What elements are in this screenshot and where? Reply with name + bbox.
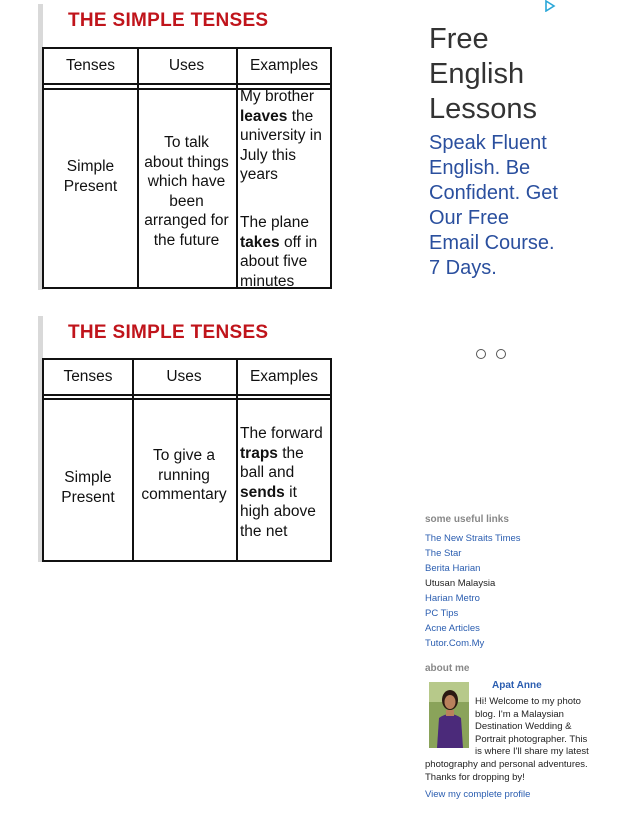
tense-cell bbox=[44, 468, 132, 507]
example-line: The plane bbox=[240, 214, 309, 231]
tense-line: Simple bbox=[64, 469, 112, 486]
tense-image-2 bbox=[38, 316, 332, 562]
use-line: commentary bbox=[141, 486, 227, 503]
use-line: running bbox=[158, 466, 210, 484]
links-list bbox=[425, 531, 615, 651]
image-title: THE SIMPLE TENSES bbox=[68, 322, 269, 343]
header-tenses: Tenses bbox=[63, 368, 113, 385]
pagination-dot[interactable] bbox=[476, 349, 486, 359]
emphasis-verb: traps bbox=[240, 444, 278, 462]
about-line: photography and personal adventures. bbox=[425, 758, 588, 770]
example-line: university in bbox=[240, 127, 322, 144]
column-divider bbox=[236, 49, 238, 287]
example-line bbox=[240, 444, 334, 464]
about-line: Thanks for dropping by! bbox=[425, 771, 525, 783]
about-heading: about me bbox=[425, 663, 470, 674]
ad-body[interactable]: Speak Fluent English. Be Confident. Get Our Free Email Course. 7 Days. bbox=[429, 132, 558, 279]
emphasis-verb: takes bbox=[240, 233, 280, 251]
use-line: which have bbox=[147, 173, 226, 190]
example-word: the bbox=[282, 444, 304, 462]
example-line: about five bbox=[240, 253, 308, 270]
tense-image-1 bbox=[38, 4, 332, 290]
pagination-dot[interactable] bbox=[496, 349, 506, 359]
example-word: the bbox=[291, 107, 314, 125]
example-line bbox=[240, 107, 334, 127]
header-uses: Uses bbox=[168, 57, 205, 74]
adchoices-icon[interactable] bbox=[544, 0, 558, 14]
profile-name[interactable]: Apat Anne bbox=[492, 680, 542, 691]
about-line: Destination Wedding & bbox=[475, 721, 572, 733]
example-line: ball and bbox=[240, 464, 295, 481]
emphasis-verb: leaves bbox=[240, 107, 288, 125]
tense-line: Present bbox=[63, 177, 118, 195]
example-line: years bbox=[240, 166, 278, 183]
use-line: been bbox=[169, 192, 204, 210]
example-line: minutes bbox=[240, 272, 295, 290]
example-word: it bbox=[289, 483, 297, 501]
example-cell-2 bbox=[240, 213, 334, 291]
emphasis-verb: sends bbox=[240, 483, 285, 501]
link-the-star[interactable]: The Star bbox=[425, 548, 462, 559]
link-acne-articles[interactable]: Acne Articles bbox=[425, 623, 480, 634]
use-line: To give a bbox=[152, 447, 216, 464]
about-line: is where I'll share my latest bbox=[475, 746, 589, 758]
example-cell-1 bbox=[240, 87, 334, 185]
tense-cell bbox=[44, 157, 137, 196]
about-line: blog. I'm a Malaysian bbox=[475, 708, 564, 720]
example-line bbox=[240, 483, 334, 503]
sidebar bbox=[425, 514, 615, 800]
row-gap bbox=[44, 398, 330, 400]
about-line: Portrait photographer. This bbox=[475, 733, 588, 745]
use-line: To talk bbox=[164, 134, 209, 151]
link-pc-tips[interactable]: PC Tips bbox=[425, 608, 459, 619]
image-title: THE SIMPLE TENSES bbox=[68, 10, 269, 31]
example-line: July this bbox=[240, 146, 296, 164]
use-line: about things bbox=[144, 153, 229, 171]
tense-table bbox=[42, 47, 332, 289]
ad-box[interactable] bbox=[429, 22, 559, 281]
header-examples: Examples bbox=[249, 57, 319, 74]
use-cell bbox=[132, 446, 236, 505]
header-uses: Uses bbox=[166, 368, 202, 385]
ad-title[interactable]: Free English Lessons bbox=[429, 23, 538, 125]
example-line: My brother bbox=[240, 88, 315, 105]
use-line: the future bbox=[153, 231, 220, 249]
link-new-straits-times[interactable]: The New Straits Times bbox=[425, 533, 521, 544]
example-line: high above bbox=[240, 503, 316, 520]
link-tutor-com-my[interactable]: Tutor.Com.My bbox=[425, 638, 485, 649]
header-examples: Examples bbox=[249, 368, 319, 385]
view-profile-link[interactable]: View my complete profile bbox=[425, 789, 531, 800]
example-line: The forward bbox=[240, 425, 323, 442]
use-cell bbox=[137, 133, 236, 250]
header-tenses: Tenses bbox=[65, 57, 116, 74]
about-text bbox=[425, 696, 605, 784]
tense-table bbox=[42, 358, 332, 562]
links-heading: some useful links bbox=[425, 514, 509, 525]
example-cell bbox=[240, 424, 334, 541]
example-line bbox=[240, 233, 334, 253]
use-line: arranged for bbox=[144, 212, 229, 229]
example-word: off in bbox=[283, 233, 318, 251]
about-line: Hi! Welcome to my photo bbox=[475, 696, 581, 707]
link-harian-metro[interactable]: Harian Metro bbox=[425, 593, 480, 604]
ad-pagination bbox=[476, 346, 516, 362]
tense-line: Simple bbox=[66, 158, 115, 175]
example-line: the net bbox=[240, 522, 288, 540]
tense-line: Present bbox=[61, 488, 115, 506]
link-utusan-malaysia[interactable]: Utusan Malaysia bbox=[425, 578, 496, 589]
link-berita-harian[interactable]: Berita Harian bbox=[425, 563, 481, 574]
